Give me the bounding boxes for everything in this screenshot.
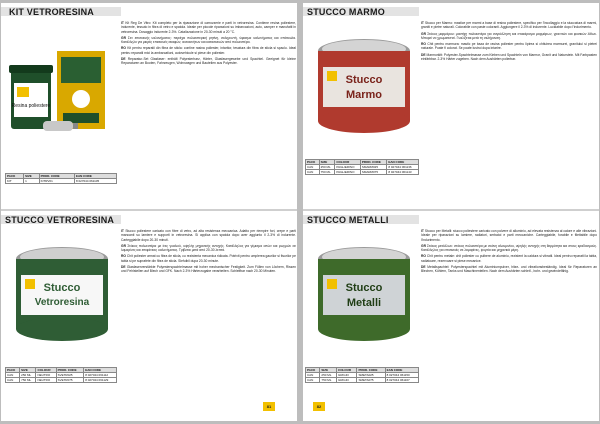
spec-table xyxy=(5,367,117,383)
table-row: CAN 250 ML NEUTRO SVETR025 8 027044 061112 xyxy=(6,373,117,378)
stucco-marmo-section xyxy=(303,3,599,209)
paragraph-gr: GR Σετ επισκευής υαλονήματος: περιέχει πολυεστερική ρητίνη, σκληρυντή, ύφασμα υαλονήματος και σπάτουλα. Κατάλληλο για μικρές επισκευές σκαφών, αυτοκινήτων και κατασκευών από πολυεστέρα. xyxy=(121,35,296,45)
section-title: STUCCO VETRORESINA xyxy=(5,215,115,225)
jar-label: Resina poliestere xyxy=(11,103,51,109)
paragraph-ro: RO Chit pentru marmura: mastic pe baza de rasina poliester pentru lipirea si chituirea marmurei, granitului si pietrei naturale. Poate fi colorat. Se poate lustrui dupa intarire. xyxy=(421,42,597,51)
description-text xyxy=(121,229,296,365)
paragraph-it: IT Stucco poliestere caricato con fibre di vetro, ad alta resistenza meccanica. Adatto per riempire fori, crepe e parti mancanti su lamiere e supporti in vetroresina. Si applica con spatola dopo aver aggiunto il 2-3% di indurente. Carteggiabile dopo 20-30 minuti. xyxy=(121,229,296,242)
description-text xyxy=(421,21,597,157)
table-header-row: PACK SIZE PROD. CODE EAN CODE xyxy=(6,174,117,179)
kit-vetroresina-section xyxy=(1,3,297,209)
product-photo-vetroresina xyxy=(3,229,121,359)
section-title: KIT VETRORESINA xyxy=(9,7,95,17)
product-photo-marmo xyxy=(305,21,423,151)
paragraph-ro: RO Kit pentru reparatii din fibra de sticla: contine rasina poliester, intaritor, tesatura din fibra de sticla si spaclu. Ideal pentru reparatii mici la ambarcatiuni, autovehicule si piese din poliester. xyxy=(121,46,296,55)
paragraph-gr: GR Στόκος μαρμάρου: μαστίχη πολυεστέρα για συγκόλληση και στοκάρισμα μαρμάρων, γρανιτών και φυσικών λίθων. Μπορεί να χρωματιστεί. Γυαλίζεται μετά τη σκλήρυνση. xyxy=(421,31,597,40)
can-brand: Stucco xyxy=(43,282,81,294)
can-illustration xyxy=(305,229,423,359)
can-product-name: Marmo xyxy=(345,89,383,101)
paragraph-de: DE Reparatur-Set Glasfaser: enthält Polyesterharz, Härter, Glasfasergewebe und Spachtel. Geeignet für kleine Reparaturen an Booten, Fahrzeugen, Wohnwagen und Bauteilen aus Polyester. xyxy=(121,57,296,66)
paragraph-gr: GR Στόκος μετάλλων: στόκος πολυεστέρα με σκόνη αλουμινίου, υψηλής αντοχής στη θερμότητα και στους κραδασμούς. Κατάλληλος για επισκευές σε λαμαρίνες, ψυγεία και μηχανικά μέρη. xyxy=(421,243,597,253)
spec-table xyxy=(5,173,117,184)
paragraph-ro: RO Chit pentru metale: chit poliester cu pulbere de aluminiu, rezistent la caldura si vibratii. Ideal pentru reparatii la tabla, radiatoare, rezervoare si piese mecanice. xyxy=(421,254,597,263)
paragraph-it: IT Kit Reg De Vitro: Kit completo per la riparazione di carrozzerie e parti in vetroresina. Contiene resina poliestere, indurente, tessuto in fibra di vetro e spatola. Ideale per piccole riparazioni su imbarcazioni, auto, camper e manufatti in vetroresina. Dosaggio indurente 2-3%. Catalizzazione in 20-30 minuti a 20 °C. xyxy=(121,21,296,34)
stucco-metalli-section xyxy=(303,211,599,417)
spec-table xyxy=(305,159,419,175)
table-row: CAN 750 ML NEUTRO SVETR075 8 027044 061129 xyxy=(6,378,117,383)
can-brand: Stucco xyxy=(345,74,383,86)
table-header-row: PACK SIZE COLOUR PROD. CODE EAN CODE xyxy=(306,368,419,373)
paragraph-de: DE Marmorkitt: Polyester-Spachtelmasse zum Kleben und Spachteln von Marmor, Granit und Naturstein. Mit Farbpasten einfärbbar. 2-3% Härter zugeben. Nach dem Aushärten polierbar. xyxy=(421,52,597,62)
section-title: STUCCO MARMO xyxy=(307,7,385,17)
can-product-name: Vetroresina xyxy=(34,297,90,308)
page-number: 81 xyxy=(263,402,275,411)
can-brand: Stucco xyxy=(345,282,383,294)
description-text xyxy=(121,21,296,157)
right-page xyxy=(303,3,599,421)
paragraph-gr: GR Στόκος πολυεστέρα με ίνες γυαλιού, υψηλής μηχανικής αντοχής. Κατάλληλος για γέμισμα οπών και ρωγμών σε λαμαρίνες και επιφάνειες υαλονήματος. Τρίβεται μετά από 20-30 λεπτά. xyxy=(121,243,296,253)
paragraph-ro: RO Chit poliester armat cu fibra de sticla, cu rezistenta mecanica ridicata. Potrivit pentru umplerea gaurilor si fisurilor pe tabla si pe suprafete din fibra de sticla. Slefuibil dupa 20-30 minute. xyxy=(121,254,296,263)
can-illustration xyxy=(3,229,121,359)
can-product-name: Metalli xyxy=(346,297,382,309)
table-header-row: PACK SIZE COLOUR PROD. CODE EAN CODE xyxy=(306,160,419,165)
page-number: 82 xyxy=(313,402,325,411)
paragraph-it: IT Stucco per Metalli: stucco poliestere caricato con polvere di alluminio, ad elevata resistenza al calore e alle vibrazioni. Ideale per riparazioni su lamiere, radiatori, serbatoi e parti meccaniche. Carteggiabile, forabile e filettabile dopo l'indurimento. xyxy=(421,229,597,242)
stucco-vetroresina-section xyxy=(1,211,297,417)
hardener-tube xyxy=(43,121,73,131)
section-title: STUCCO METALLI xyxy=(307,215,389,225)
table-row: CAN 750 ML PAGLIERINO SMARM075 8 027044 061143 xyxy=(306,170,419,175)
paragraph-de: DE Glasfaserverstärkte Polyesterspachtelmasse mit hoher mechanischer Festigkeit. Zum Füllen von Löchern, Rissen und Fehlstellen auf Blech und GFK. Nach 2-3% Härterzugabe verarbeiten. Schleifbar nach 20-30 Minuten. xyxy=(121,265,296,274)
kit-illustration xyxy=(3,21,121,151)
table-header-row: PACK SIZE COLOUR PROD. CODE EAN CODE xyxy=(6,368,117,373)
spec-table xyxy=(305,367,419,383)
can-illustration xyxy=(305,21,423,151)
paragraph-it: IT Stucco per Marmo: mastice per marmi a base di resina poliestere, specifico per l'incollaggio e la stuccatura di marmi, graniti e pietre naturali. Colorabile con paste coloranti. Aggiungere il 2-3% di indurente. Lucidabile dopo l'indurimento. xyxy=(421,21,597,30)
table-row: CAN 250 ML PAGLIERINO SMARM025 8 027044 061136 xyxy=(306,165,419,170)
paragraph-de: DE Metallspachtel: Polyesterspachtel mit Aluminiumpulver, hitze- und vibrationsbeständig. Ideal für Reparaturen an Blechen, Kühlern, Tanks und Maschinenteilen. Nach dem Aushärten schleif-, bohr- und gewindefähig. xyxy=(421,265,597,274)
left-page xyxy=(1,3,297,421)
table-row: KIT 1 KITRV01 8 027044 061105 xyxy=(6,179,117,184)
table-row: CAN 250 ML GRIGIO SMETA025 8 027044 061150 xyxy=(306,373,419,378)
table-row: CAN 750 ML GRIGIO SMETA075 8 027044 061167 xyxy=(306,378,419,383)
description-text xyxy=(421,229,597,365)
product-photo-metalli xyxy=(305,229,423,359)
product-photo-kit xyxy=(3,21,121,151)
